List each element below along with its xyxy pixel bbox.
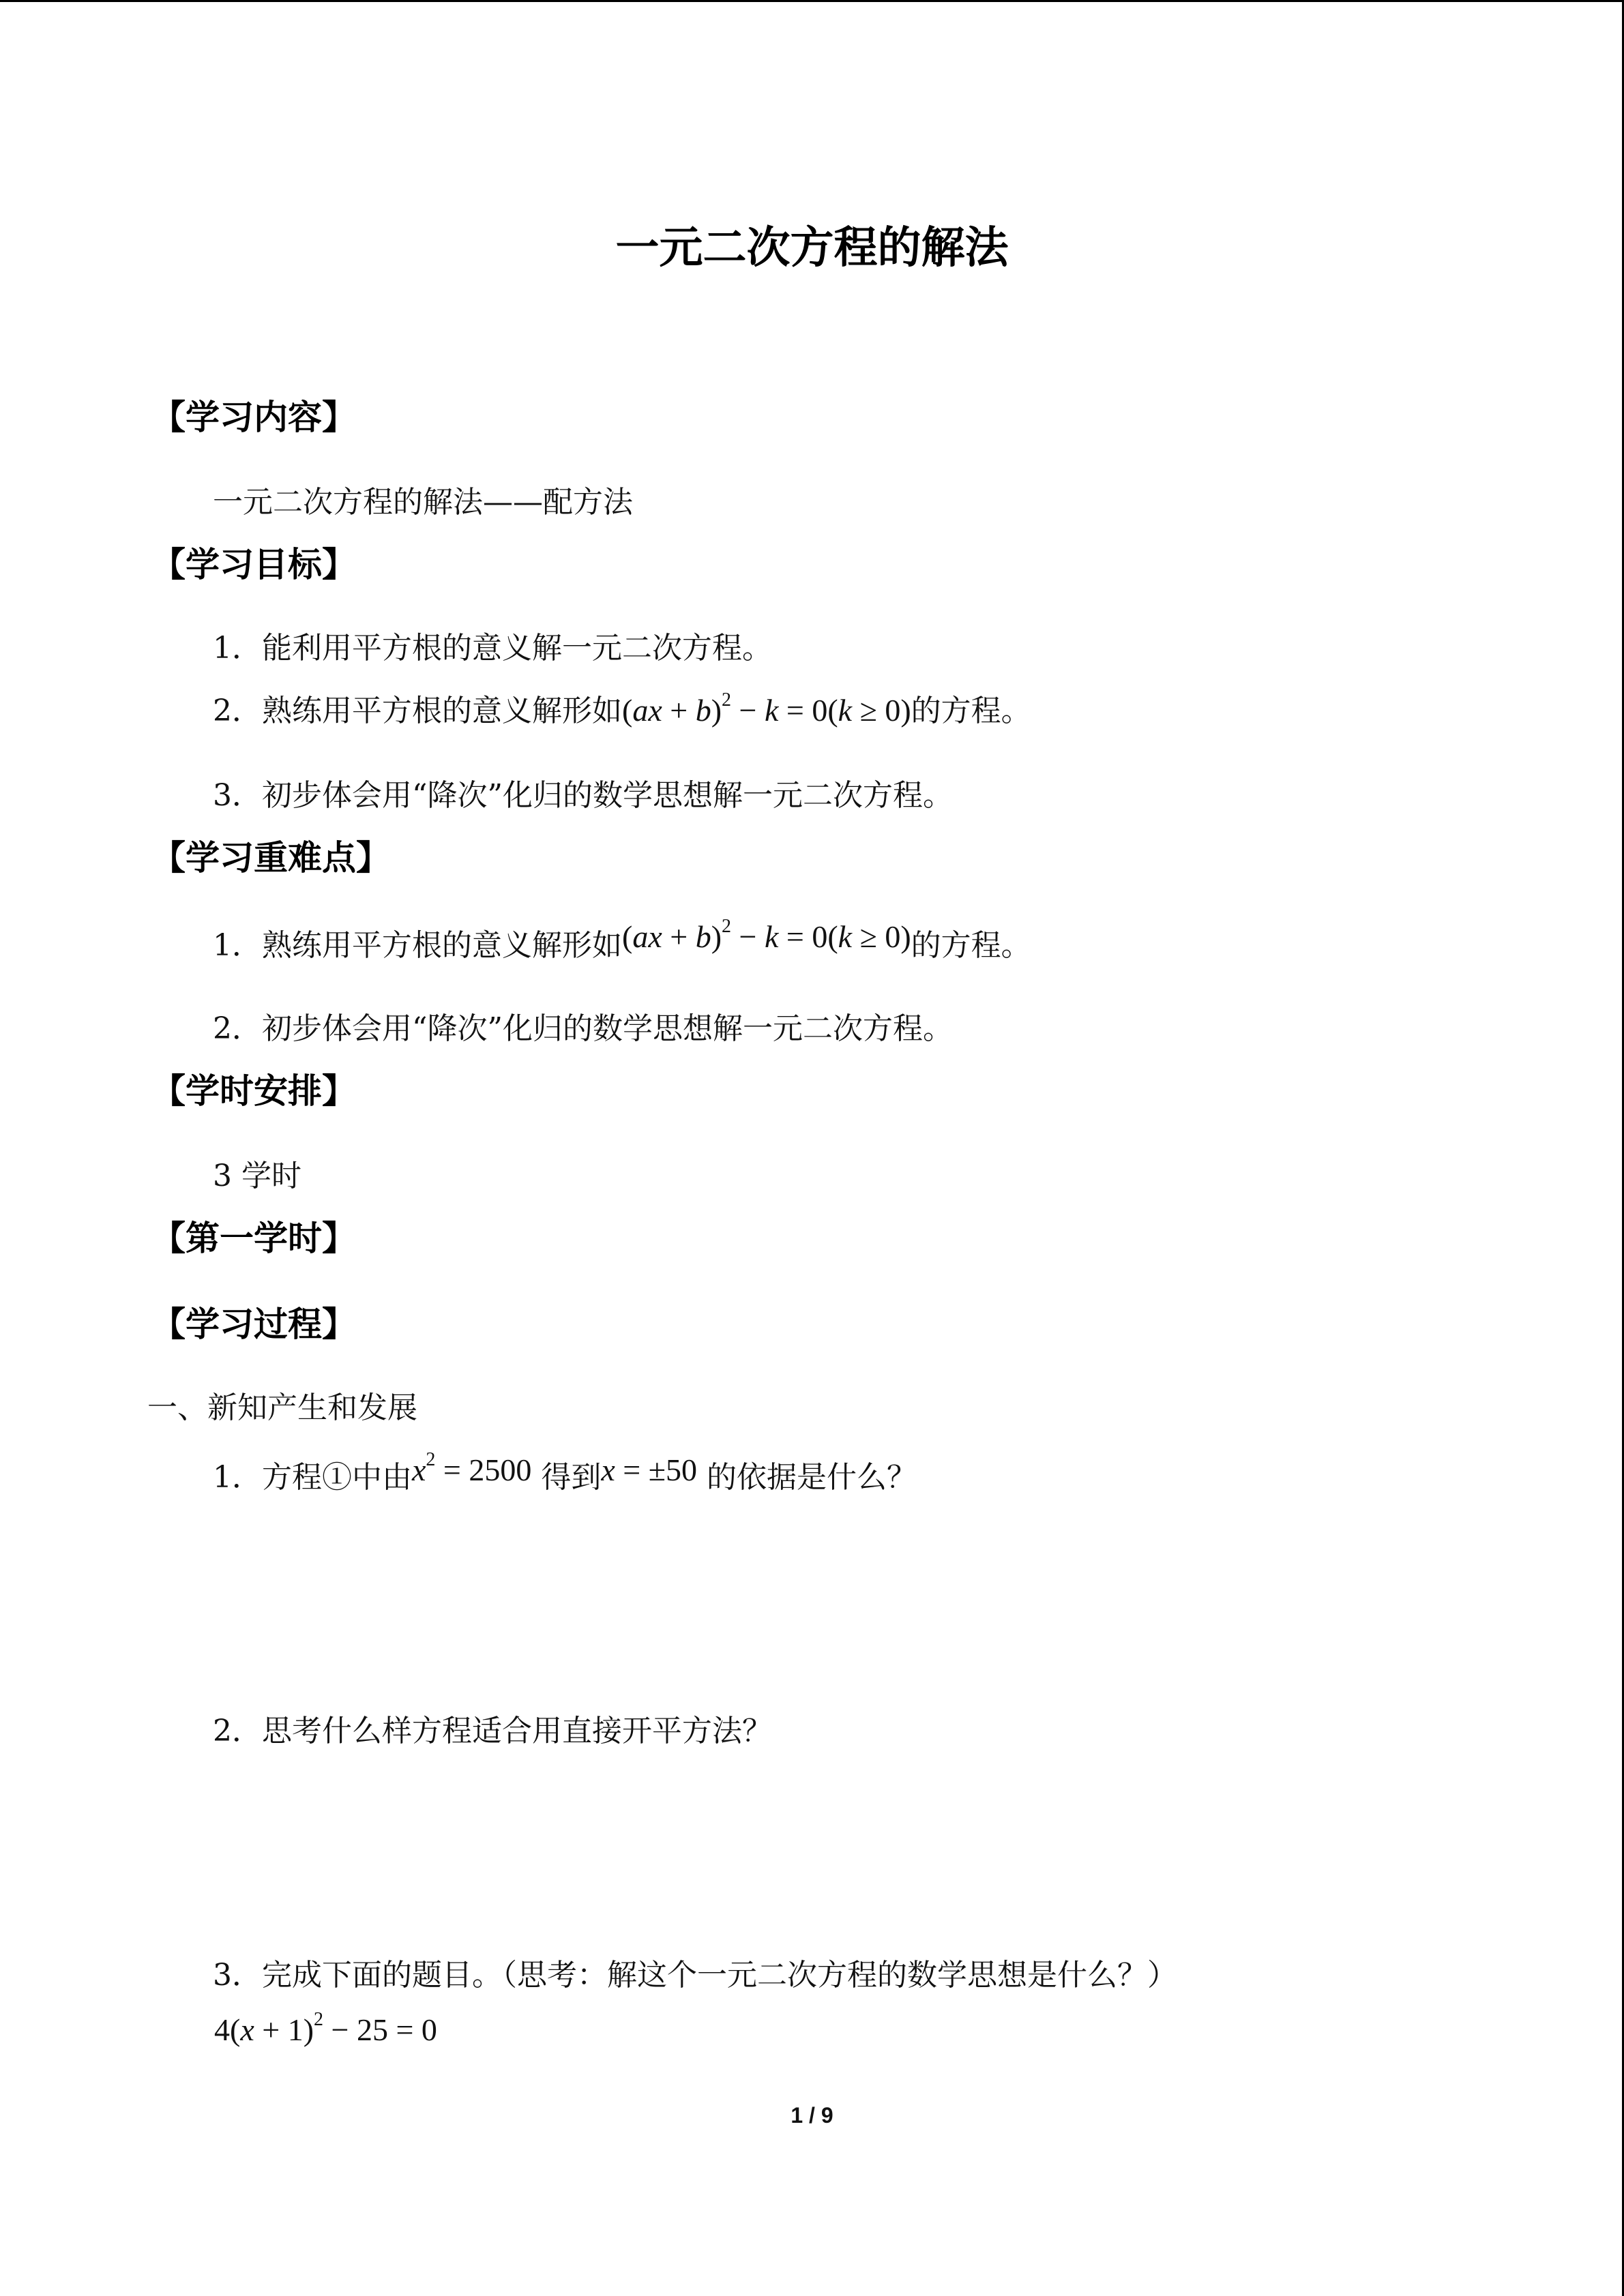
question-1-part-a: 1．方程①中由 <box>213 1460 412 1495</box>
goal-2-suffix: 的方程。 <box>911 694 1031 728</box>
content-text: 一元二次方程的解法——配方法 <box>213 485 633 520</box>
heading-goals: 【学习目标】 <box>151 545 356 584</box>
key-1-suffix: 的方程。 <box>911 928 1031 963</box>
key-1 <box>213 916 1031 964</box>
goal-2-prefix: 2．熟练用平方根的意义解形如 <box>213 694 622 728</box>
heading-content: 【学习内容】 <box>151 398 356 437</box>
question-1-formula-a: $x^2 = 2500$ <box>412 1449 532 1487</box>
question-1-part-c: 的依据是什么？ <box>707 1460 917 1495</box>
question-1 <box>213 1449 917 1496</box>
heading-key-points: 【学习重难点】 <box>151 838 390 878</box>
schedule-text: 3 学时 <box>213 1159 301 1193</box>
heading-first-period: 【第一学时】 <box>151 1219 356 1258</box>
question-3: 3．完成下面的题目。（思考：解这个一元二次方程的数学思想是什么？） <box>213 1958 1177 1993</box>
key-2: 2．初步体会用“降次”化归的数学思想解一元二次方程。 <box>213 1011 953 1046</box>
goal-2-formula: (ax + b)$^2$ − k = 0(k ≥ 0) <box>622 689 911 728</box>
key-1-formula: (ax + b)$^2$ − k = 0(k ≥ 0) <box>622 916 911 954</box>
exercise-formula: $4(x + 1)^2 - 25 = 0$ <box>214 2009 437 2047</box>
part-1-heading: 一、新知产生和发展 <box>147 1390 417 1425</box>
page-title: 一元二次方程的解法 <box>615 223 1009 273</box>
question-1-part-b: 得到 <box>541 1460 602 1495</box>
heading-process: 【学习过程】 <box>151 1304 356 1344</box>
key-1-prefix: 1．熟练用平方根的意义解形如 <box>213 928 622 963</box>
page-border-top <box>0 0 1624 2</box>
goal-2 <box>213 686 1031 730</box>
goal-1: 1．能利用平方根的意义解一元二次方程。 <box>213 631 772 666</box>
page-number: 1 / 9 <box>791 2103 833 2128</box>
goal-3: 3．初步体会用“降次”化归的数学思想解一元二次方程。 <box>213 778 953 813</box>
question-2: 2．思考什么样方程适合用直接开平方法？ <box>213 1714 772 1748</box>
heading-schedule: 【学时安排】 <box>151 1071 356 1111</box>
question-1-formula-b: x = ±50 <box>601 1452 697 1487</box>
